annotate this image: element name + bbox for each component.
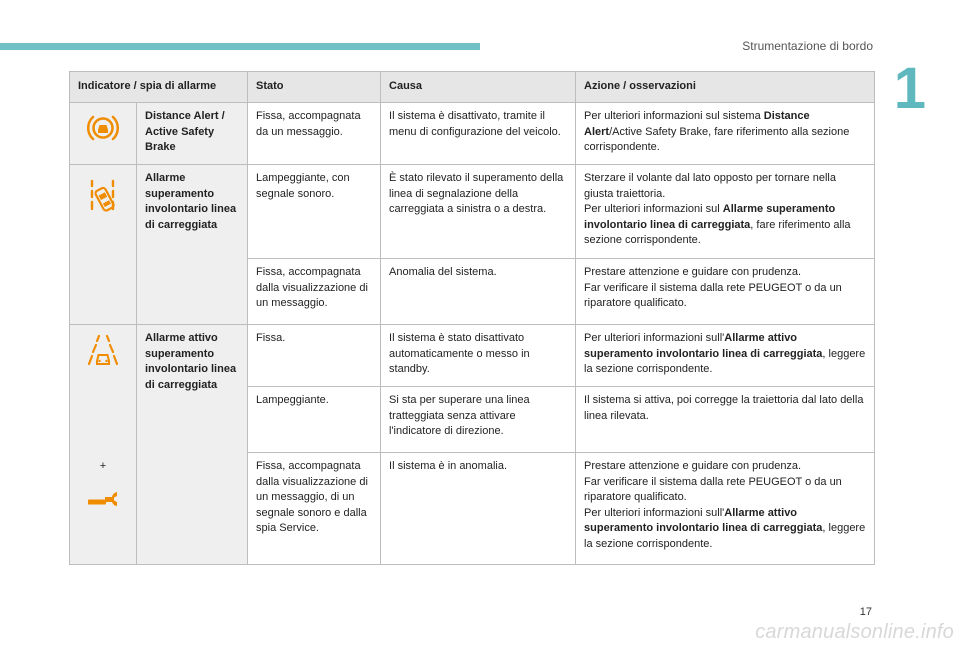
icon-cell bbox=[70, 103, 137, 165]
stato-cell: Lampeggiante, con segnale sonoro. bbox=[248, 165, 381, 259]
azione-cell: Sterzare il volante dal lato opposto per tornare nella giusta traiettoria. Per ulteriori informazioni sul Allarme superamento involontario linea di carreggiata, fare riferimento alla sezione corrispondente. bbox=[576, 165, 875, 259]
table-row bbox=[70, 165, 875, 259]
top-accent-bar bbox=[0, 43, 480, 50]
distance-alert-icon bbox=[86, 111, 120, 145]
causa-cell: Il sistema è in anomalia. bbox=[381, 453, 576, 565]
watermark: carmanualsonline.info bbox=[755, 621, 954, 643]
stato-cell: Fissa, accompagnata dalla visualizzazione di un messaggio. bbox=[248, 259, 381, 325]
icon-cell bbox=[70, 165, 137, 325]
causa-cell: Si sta per superare una linea tratteggiata senza attivare l'indicatore di direzione. bbox=[381, 387, 576, 453]
indicator-table bbox=[69, 71, 875, 565]
stato-cell: Lampeggiante. bbox=[248, 387, 381, 453]
active-lane-keep-icon bbox=[86, 333, 120, 367]
table-row bbox=[70, 103, 875, 165]
column-header-causa: Causa bbox=[381, 72, 576, 103]
icon-cell bbox=[70, 325, 137, 565]
indicator-name: Allarme superamento involontario linea di carreggiata bbox=[137, 165, 248, 325]
indicator-name: Allarme attivo superamento involontario linea di carreggiata bbox=[137, 325, 248, 565]
azione-cell: Per ulteriori informazioni sull'Allarme attivo superamento involontario linea di carreggiata, leggere la sezione corrispondente. bbox=[576, 325, 875, 387]
section-title: Strumentazione di bordo bbox=[742, 39, 873, 53]
azione-cell: Il sistema si attiva, poi corregge la traiettoria dal lato della linea rilevata. bbox=[576, 387, 875, 453]
column-header-indicator: Indicatore / spia di allarme bbox=[70, 72, 248, 103]
chapter-number: 1 bbox=[893, 56, 926, 121]
indicator-name: Distance Alert / Active Safety Brake bbox=[137, 103, 248, 165]
azione-cell: Per ulteriori informazioni sul sistema Distance Alert/Active Safety Brake, fare riferimento alla sezione corrispondente. bbox=[576, 103, 875, 165]
stato-cell: Fissa, accompagnata da un messaggio. bbox=[248, 103, 381, 165]
stato-cell: Fissa. bbox=[248, 325, 381, 387]
icon-plus-sign: + bbox=[99, 460, 107, 472]
column-header-stato: Stato bbox=[248, 72, 381, 103]
causa-cell: Anomalia del sistema. bbox=[381, 259, 576, 325]
azione-cell: Prestare attenzione e guidare con prudenza. Far verificare il sistema dalla rete PEUGEOT o da un riparatore qualificato. Per ulteriori informazioni sull'Allarme attivo superamento involontario linea di carreggiata, leggere la sezione corrispondente. bbox=[576, 453, 875, 565]
column-header-azione: Azione / osservazioni bbox=[576, 72, 875, 103]
causa-cell: È stato rilevato il superamento della linea di segnalazione della carreggiata a sinistra o a destra. bbox=[381, 165, 576, 259]
wrench-service-icon bbox=[86, 489, 120, 509]
causa-cell: Il sistema è stato disattivato automaticamente o messo in standby. bbox=[381, 325, 576, 387]
lane-departure-warning-icon bbox=[86, 177, 120, 217]
table-row bbox=[70, 325, 875, 387]
page-number: 17 bbox=[859, 606, 872, 618]
causa-cell: Il sistema è disattivato, tramite il menu di configurazione del veicolo. bbox=[381, 103, 576, 165]
azione-cell: Prestare attenzione e guidare con prudenza. Far verificare il sistema dalla rete PEUGEOT o da un riparatore qualificato. bbox=[576, 259, 875, 325]
stato-cell: Fissa, accompagnata dalla visualizzazione di un messaggio, di un segnale sonoro e dalla spia Service. bbox=[248, 453, 381, 565]
table-header-row bbox=[70, 72, 875, 103]
